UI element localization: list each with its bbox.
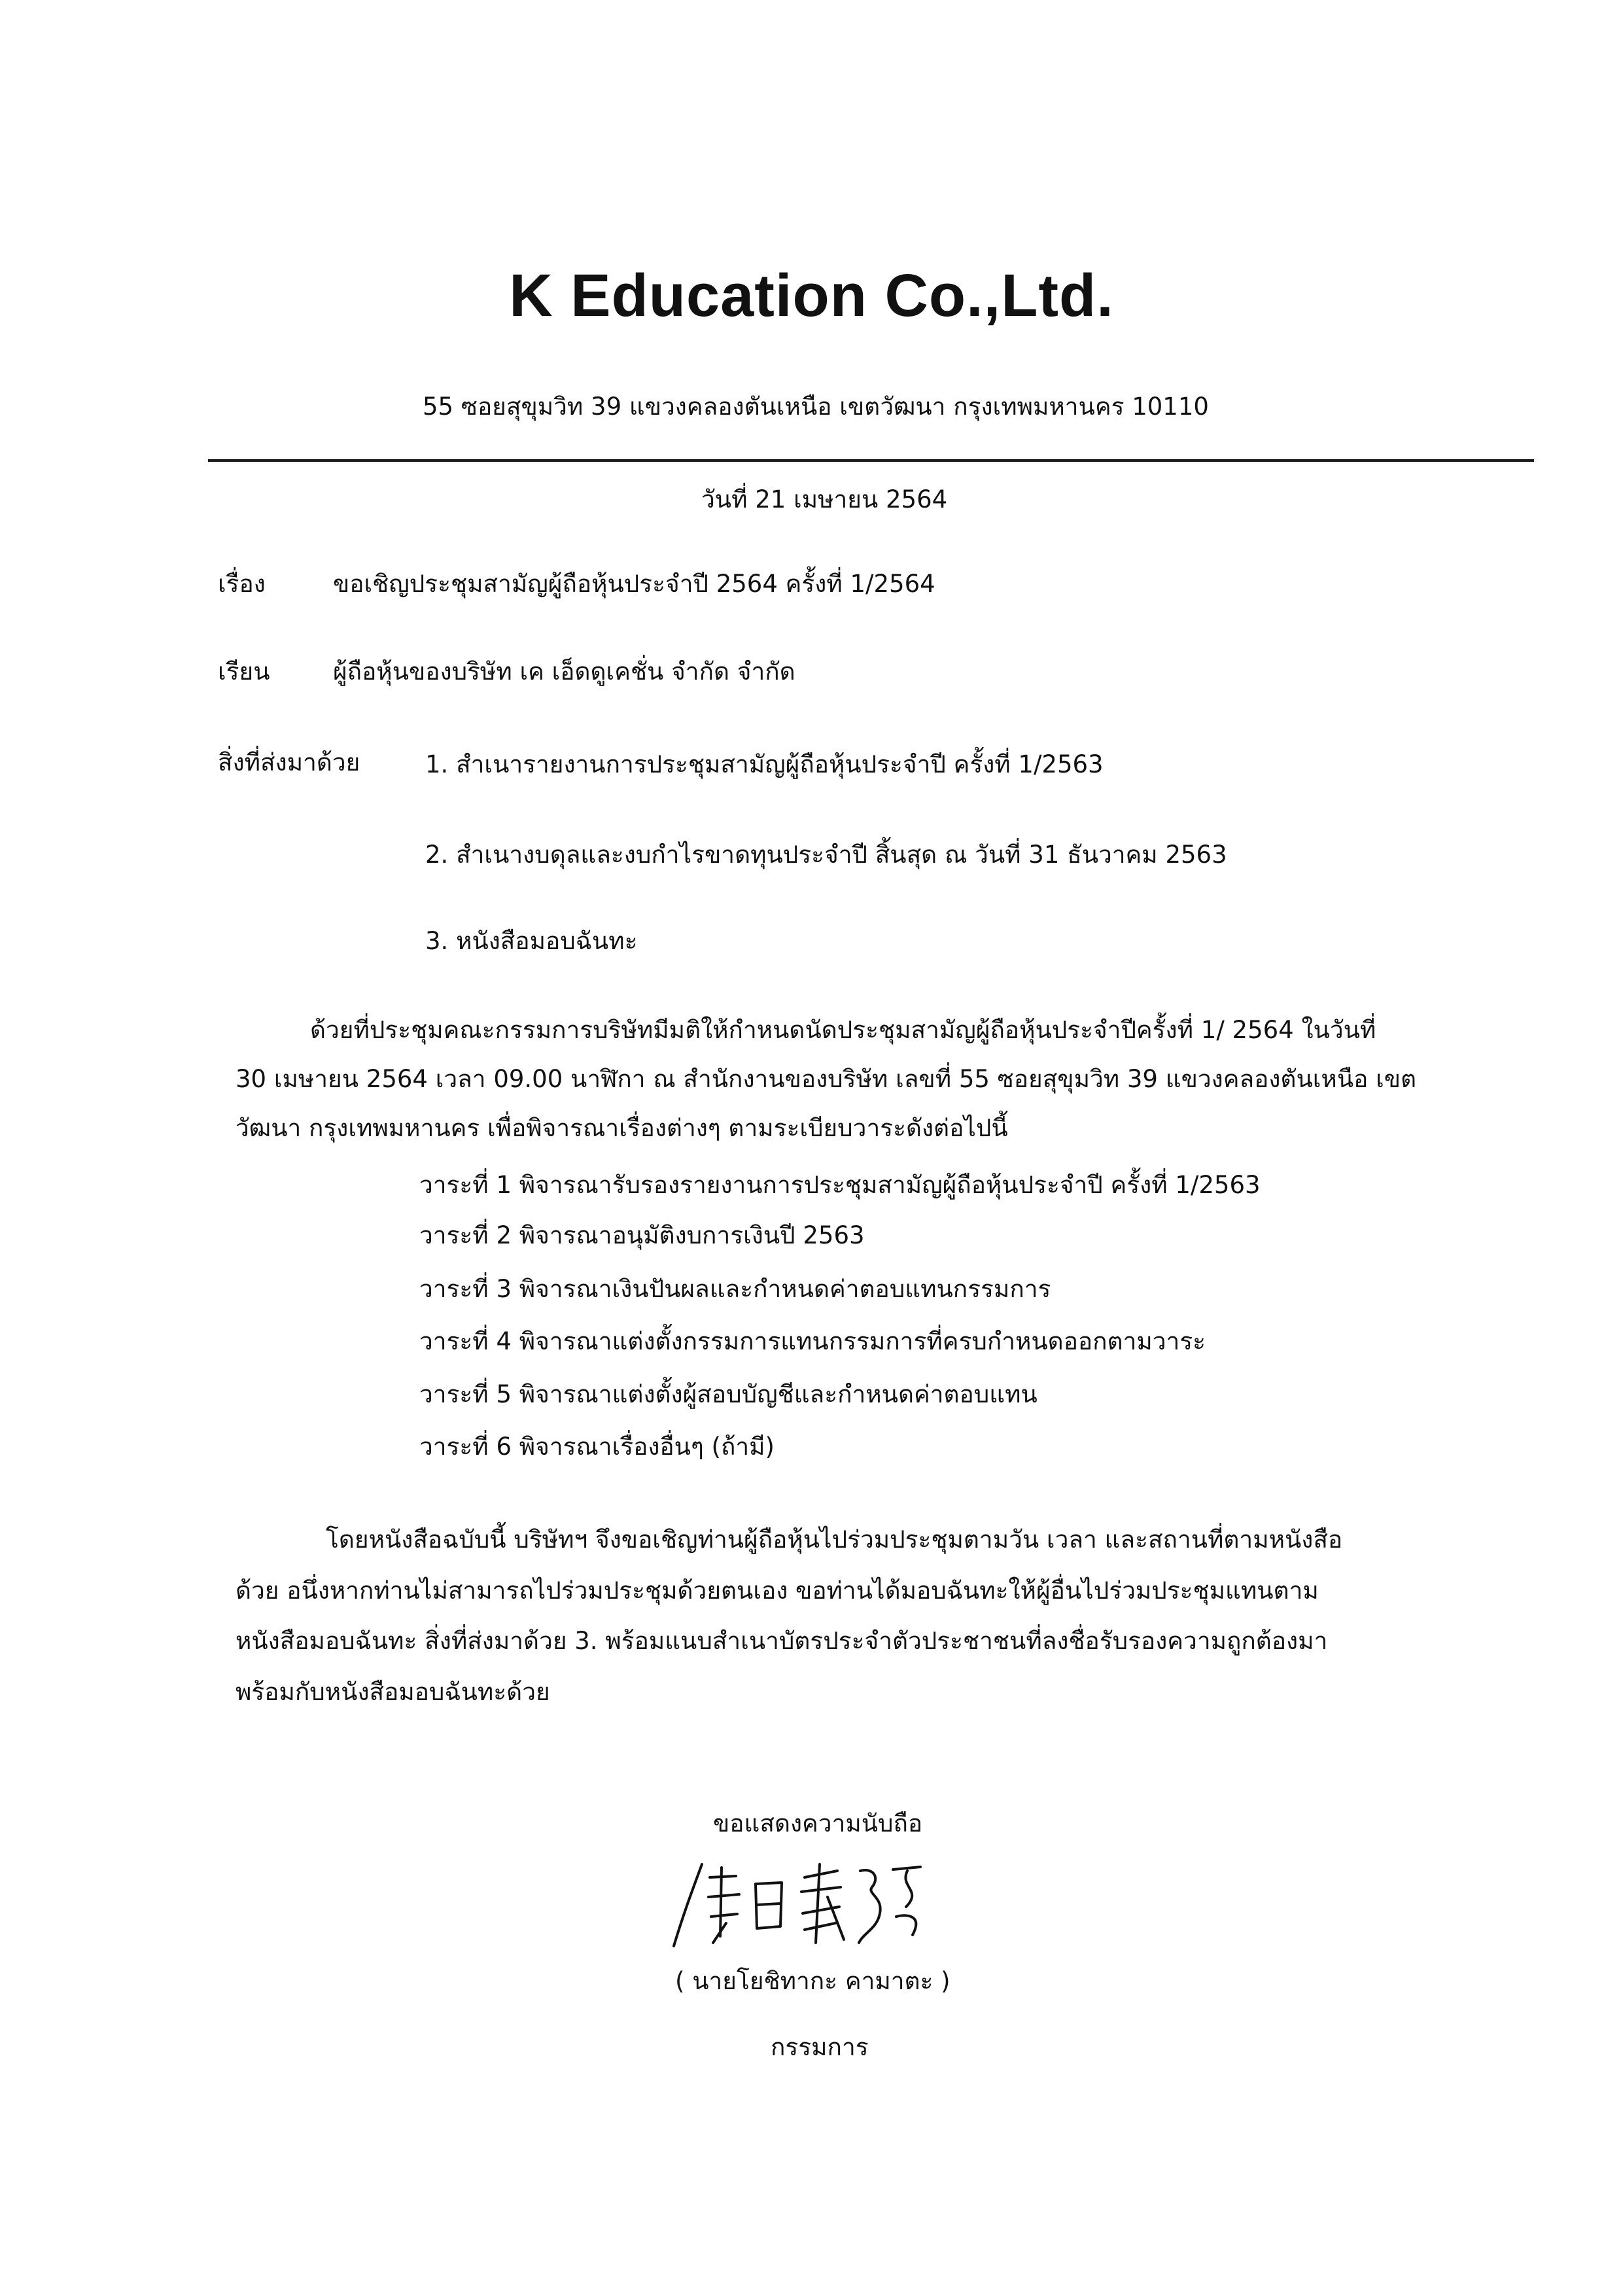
agenda-item: วาระที่ 1 พิจารณารับรองรายงานการประชุมสามัญผู้ถือหุ้นประจำปี ครั้งที่ 1/2563 xyxy=(419,1171,1261,1199)
subject-label: เรื่อง xyxy=(218,570,266,598)
letter-date: วันที่ 21 เมษายน 2564 xyxy=(701,485,948,513)
subject-text: ขอเชิญประชุมสามัญผู้ถือหุ้นประจำปี 2564 ครั้งที่ 1/2564 xyxy=(333,570,935,598)
signer-title: กรรมการ xyxy=(771,2033,869,2061)
enclosure-item: 2. สำเนางบดุลและงบกำไรขาดทุนประจำปี สิ้นสุด ณ วันที่ 31 ธันวาคม 2563 xyxy=(425,841,1227,869)
addressee-text: ผู้ถือหุ้นของบริษัท เค เอ็ดดูเคชั่น จำกัด จำกัด xyxy=(333,657,795,686)
paragraph1-line: 30 เมษายน 2564 เวลา 09.00 นาฬิกา ณ สำนักงานของบริษัท เลขที่ 55 ซอยสุขุมวิท 39 แขวงคลองตันเหนือ เขต xyxy=(236,1065,1417,1093)
addressee-label: เรียน xyxy=(218,657,270,686)
paragraph2-line: พร้อมกับหนังสือมอบฉันทะด้วย xyxy=(236,1678,550,1706)
handwritten-signature xyxy=(664,1851,945,1956)
enclosures-label: สิ่งที่ส่งมาด้วย xyxy=(218,748,360,776)
agenda-item: วาระที่ 6 พิจารณาเรื่องอื่นๆ (ถ้ามี) xyxy=(419,1433,775,1461)
paragraph2-line: โดยหนังสือฉบับนี้ บริษัทฯ จึงขอเชิญท่านผู้ถือหุ้นไปร่วมประชุมตามวัน เวลา และสถานที่ตามหนังสือ xyxy=(326,1525,1343,1554)
signer-name: ( นายโยชิทากะ คามาตะ ) xyxy=(675,1967,951,1995)
enclosure-item: 3. หนังสือมอบฉันทะ xyxy=(425,927,638,955)
agenda-item: วาระที่ 3 พิจารณาเงินปันผลและกำหนดค่าตอบแทนกรรมการ xyxy=(419,1275,1051,1303)
header-divider xyxy=(208,459,1534,462)
company-address: 55 ซอยสุขุมวิท 39 แขวงคลองตันเหนือ เขตวัฒนา กรุงเทพมหานคร 10110 xyxy=(423,392,1209,421)
company-name: K Education Co.,Ltd. xyxy=(509,262,1114,329)
agenda-item: วาระที่ 2 พิจารณาอนุมัติงบการเงินปี 2563 xyxy=(419,1221,865,1249)
paragraph2-line: ด้วย อนึ่งหากท่านไม่สามารถไปร่วมประชุมด้วยตนเอง ขอท่านได้มอบฉันทะให้ผู้อื่นไปร่วมประชุมแทนตาม xyxy=(236,1576,1319,1605)
paragraph2-line: หนังสือมอบฉันทะ สิ่งที่ส่งมาด้วย 3. พร้อมแนบสำเนาบัตรประจำตัวประชาชนที่ลงชื่อรับรองความถูกต้องมา xyxy=(236,1627,1328,1655)
closing-phrase: ขอแสดงความนับถือ xyxy=(713,1809,923,1837)
enclosure-item: 1. สำเนารายงานการประชุมสามัญผู้ถือหุ้นประจำปี ครั้งที่ 1/2563 xyxy=(425,750,1104,778)
agenda-item: วาระที่ 4 พิจารณาแต่งตั้งกรรมการแทนกรรมการที่ครบกำหนดออกตามวาระ xyxy=(419,1327,1206,1355)
agenda-item: วาระที่ 5 พิจารณาแต่งตั้งผู้สอบบัญชีและกำหนดค่าตอบแทน xyxy=(419,1380,1038,1408)
paragraph1-line: วัฒนา กรุงเทพมหานคร เพื่อพิจารณาเรื่องต่างๆ ตามระเบียบวาระดังต่อไปนี้ xyxy=(236,1114,1008,1142)
paragraph1-line: ด้วยที่ประชุมคณะกรรมการบริษัทมีมติให้กำหนดนัดประชุมสามัญผู้ถือหุ้นประจำปีครั้งที่ 1/ 2564 ในวันที่ xyxy=(310,1016,1376,1044)
